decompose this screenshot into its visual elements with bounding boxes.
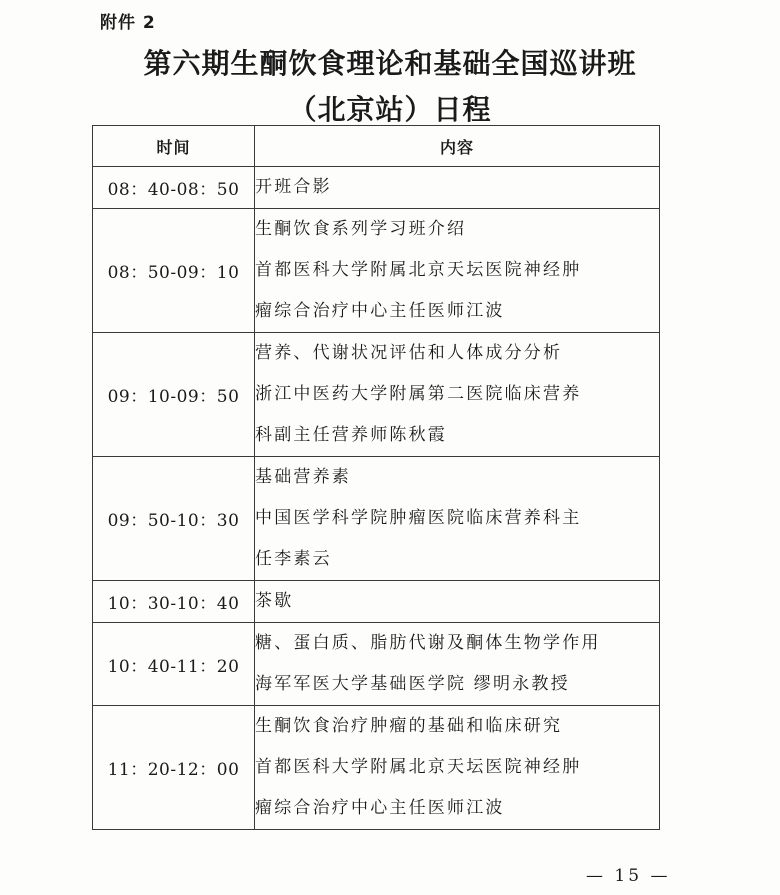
- header-content: 内容: [255, 126, 660, 167]
- content-line: 基础营养素: [255, 467, 351, 487]
- time-cell: 09：50-10：30: [93, 457, 255, 581]
- table-row: [93, 333, 660, 457]
- content-cell: [255, 167, 660, 209]
- schedule-table: [92, 125, 660, 830]
- content-cell: [255, 457, 660, 581]
- time-cell: 10：40-11：20: [93, 623, 255, 706]
- table-row: [93, 581, 660, 623]
- content-line: 茶歇: [255, 591, 294, 611]
- table-row: [93, 457, 660, 581]
- content-line: 浙江中医药大学附属第二医院临床营养: [255, 384, 582, 404]
- content-cell: [255, 581, 660, 623]
- content-cell: [255, 623, 660, 706]
- time-cell: 08：50-09：10: [93, 209, 255, 333]
- content-line: 海军军医大学基础医学院 缪明永教授: [255, 674, 570, 694]
- content-line: 瘤综合治疗中心主任医师江波: [255, 798, 505, 818]
- table-row: [93, 167, 660, 209]
- document-subtitle: （北京站）日程: [288, 93, 492, 126]
- content-line: 开班合影: [255, 177, 332, 197]
- content-line: 科副主任营养师陈秋霞: [255, 425, 447, 445]
- header-time: 时间: [93, 126, 255, 167]
- content-cell: [255, 209, 660, 333]
- content-line: 生酮饮食治疗肿瘤的基础和临床研究: [255, 716, 563, 736]
- schedule-body: [93, 167, 660, 830]
- content-line: 首都医科大学附属北京天坛医院神经肿: [255, 260, 582, 280]
- time-cell: 11：20-12：00: [93, 706, 255, 830]
- table-header-row: [93, 126, 660, 167]
- content-line: 糖、蛋白质、脂肪代谢及酮体生物学作用: [255, 633, 601, 653]
- attachment-label: 附件 2: [100, 13, 156, 33]
- time-cell: 09：10-09：50: [93, 333, 255, 457]
- content-cell: [255, 333, 660, 457]
- page-number: — 15 —: [586, 866, 671, 886]
- content-line: 首都医科大学附属北京天坛医院神经肿: [255, 757, 582, 777]
- time-cell: 08：40-08：50: [93, 167, 255, 209]
- content-line: 瘤综合治疗中心主任医师江波: [255, 301, 505, 321]
- content-line: 生酮饮食系列学习班介绍: [255, 219, 467, 239]
- time-cell: 10：30-10：40: [93, 581, 255, 623]
- content-line: 营养、代谢状况评估和人体成分分析: [255, 343, 563, 363]
- content-line: 中国医学科学院肿瘤医院临床营养科主: [255, 508, 582, 528]
- table-row: [93, 209, 660, 333]
- content-cell: [255, 706, 660, 830]
- document-title: 第六期生酮饮食理论和基础全国巡讲班: [143, 47, 637, 80]
- table-row: [93, 706, 660, 830]
- content-line: 任李素云: [255, 549, 332, 569]
- table-row: [93, 623, 660, 706]
